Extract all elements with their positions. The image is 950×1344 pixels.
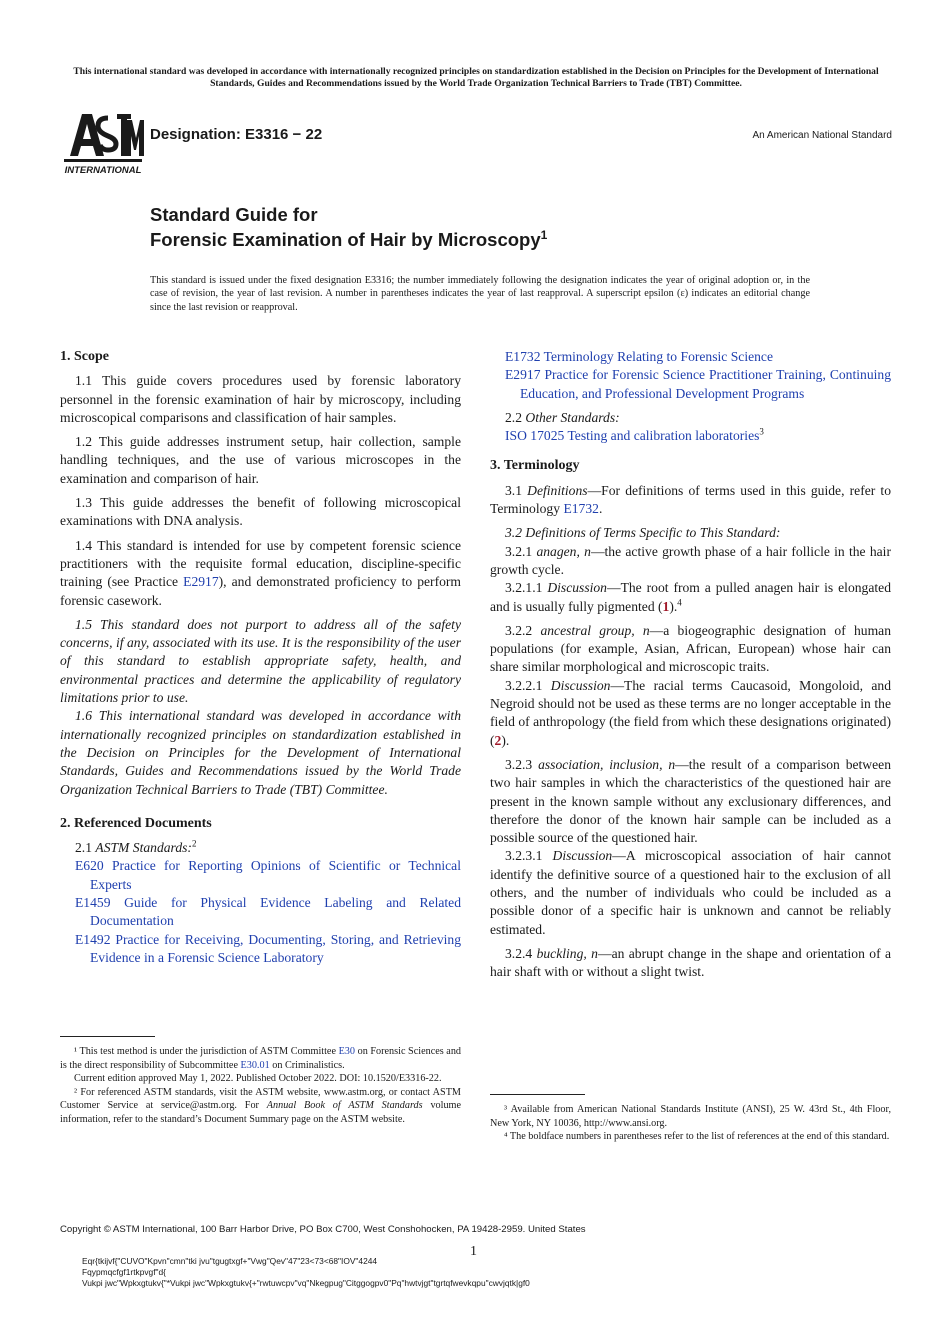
para-3-2-3: 3.2.3 association, inclusion, n—the result of a comparison between two hair samples in which the characteristics of the questioned hair are present in the known sample without any exclusionary differences, and therefore the donor of the known hair sample can be included as a possible source of the questioned hair. (490, 756, 891, 846)
para-3-2-3-1: 3.2.3.1 Discussion—A microscopical association of hair cannot identify the definitive source of a questioned hair to the exclusion of all others, and the number of individuals who could be included as a possible donor of a specific hair is unknown and cannot be reliably estimated. (490, 848, 892, 937)
link-e30-01[interactable]: E30.01 (240, 1059, 270, 1071)
para-1-2: 1.2 This guide addresses instrument setup, hair collection, sample handling techniques, and the use of various microscopes in the examination and comparison of hair. (60, 434, 461, 486)
para-1-4: 1.4 This standard is intended for use by competent forensic science practitioners with the requisite formal education, discipline-specific training (see Practice E2917), and demonstrated proficiency to perform forensic casework. (60, 537, 461, 608)
ref-e1459[interactable]: E1459 Guide for Physical Evidence Labeling and Related Documentation (75, 895, 461, 929)
para-1-6: 1.6 This international standard was developed in accordance with internationally recognized principles on standardization established in the Decision on Principles for the Development of International Standards, Guides and Recommendations issued by the World Trade Organization Technical Barriers to Trade (TBT) Committee. (60, 708, 461, 797)
para-3-2-1: 3.2.1 anagen, n—the active growth phase of a hair follicle in the hair growth cycle. (490, 543, 891, 577)
reference-2[interactable]: 2 (494, 732, 502, 748)
ref-e2917[interactable]: E2917 Practice for Forensic Science Practitioner Training, Continuing Education, and Professional Development Programs (505, 367, 891, 401)
para-2-1: 2.1 ASTM Standards:$^2$ (75, 838, 197, 856)
title-line-1: Standard Guide for (150, 204, 318, 225)
left-column (60, 348, 461, 967)
ref-e1492[interactable]: E1492 Practice for Receiving, Documenting, Storing, and Retrieving Evidence in a Forensic Science Laboratory (75, 931, 461, 965)
footnote-rule-right (490, 1094, 585, 1095)
ref-e620[interactable]: E620 Practice for Reporting Opinions of Scientific or Technical Experts (75, 858, 461, 892)
para-3-2-2: 3.2.2 ancestral group, n—a biogeographic designation of human populations (for example, Asian, African, European) whose hair can share similar morphological and microscopic traits. (490, 622, 891, 675)
link-e30[interactable]: E30 (338, 1046, 355, 1057)
license-line-2: Fqypmqcfgf1rtkpvgf"d{ (82, 1267, 166, 1277)
link-e1732[interactable]: E1732 (563, 501, 599, 517)
footnote-3: ³ Available from American National Standards Institute (ANSI), 25 W. 43rd St., 4th Floor, New York, NY 10036, http://www.ansi.org. (490, 1104, 891, 1129)
footnote-2: ² For referenced ASTM standards, visit the ASTM website, www.astm.org, or contact ASTM Customer Service at service@astm.org. For Annual Book of ASTM Standards volume information, refer to the standard’s Document Summary page on the ASTM website. (60, 1086, 461, 1125)
page-number: 1 (470, 1244, 477, 1259)
link-e2917[interactable]: E2917 (183, 574, 219, 590)
astm-logo (62, 110, 144, 178)
american-national-standard: An American National Standard (752, 130, 892, 141)
title-footnote-marker: 1 (540, 228, 548, 242)
ref-iso-17025[interactable]: ISO 17025 Testing and calibration laboratories$^3$ (505, 426, 764, 444)
copyright-notice: Copyright © ASTM International, 100 Barr Harbor Drive, PO Box C700, West Conshohocken, PA 19428-2959. United States (60, 1224, 586, 1235)
footnote-1: ¹ This test method is under the jurisdiction of ASTM Committee E30 on Forensic Sciences and is the direct responsibility of Subcommittee E30.01 on Criminalistics. (60, 1046, 462, 1071)
right-column (490, 348, 891, 988)
para-1-5: 1.5 This standard does not purport to address all of the safety concerns, if any, associated with its use. It is the responsibility of the user of this standard to establish appropriate safety, health, and environmental practices and determine the applicability of regulatory limitations prior to use. (60, 616, 461, 706)
section-heading-referenced-documents: 2. Referenced Documents (60, 815, 212, 831)
para-1-3: 1.3 This guide addresses the benefit of following microscopical examinations with DNA analysis. (60, 495, 461, 529)
section-heading-terminology: 3. Terminology (490, 458, 580, 474)
footnote-1-edition: Current edition approved May 1, 2022. Published October 2022. DOI: 10.1520/E3316-22. (74, 1073, 442, 1085)
para-3-2: 3.2 Definitions of Terms Specific to This Standard: (505, 525, 781, 541)
reference-1[interactable]: 1 (662, 598, 670, 614)
logo-text: INTERNATIONAL (64, 165, 142, 176)
para-3-2-1-1: 3.2.1.1 Discussion—The root from a pulled anagen hair is elongated and is usually fully pigmented (1).$^4$ (490, 580, 891, 614)
para-3-2-2-1: 3.2.2.1 Discussion—The racial terms Caucasoid, Mongoloid, and Negroid should not be used as these terms are no longer acceptable in the field of anthropology (the field from which these designations originated) (2). (490, 677, 892, 748)
designation: Designation: E3316 − 22 (150, 126, 323, 143)
title-main: Forensic Examination of Hair by Microscopy (150, 229, 541, 251)
para-2-2: 2.2 Other Standards: (505, 409, 620, 425)
para-3-2-4: 3.2.4 buckling, n—an abrupt change in the shape and orientation of a hair shaft with or without a slight twist. (490, 945, 892, 980)
license-line-3: Vukpi jwc"Wpkxgtukv{"*Vukpi jwc"Wpkxgtukv{+"rwtuwcpv"vq"Nkegpug"Citggogpv0"Pq"hwtvjgt"tgrtqfwevkqpu"cwvjqtk|gf0 (82, 1278, 530, 1288)
section-heading-scope: 1. Scope (60, 349, 109, 364)
para-3-1: 3.1 Definitions—For definitions of terms used in this guide, refer to Terminology E1732. (490, 482, 891, 517)
footnote-rule-left (60, 1036, 155, 1037)
tbt-banner: This international standard was developed in accordance with internationally recognized principles on standardization established in the Decision on Principles for the Development of International Standards, Guides and Recommendations issued by the World Trade Organization Technical Barriers to Trade (TBT) Committee. (73, 66, 879, 89)
ref-e1732[interactable]: E1732 Terminology Relating to Forensic Science (505, 349, 773, 364)
license-line-1: Eqr{tkijvf{"CUVO"Kpvn"cmn"tki jvu"tgugtxgf+"Vwg"Qev"47"23<73<68"IOV"4244 (82, 1256, 378, 1266)
footnotes-right (490, 1103, 891, 1144)
footnotes-left (60, 1045, 461, 1127)
para-1-1: 1.1 This guide covers procedures used by forensic laboratory personnel in the forensic examination of hair by microscopy, including microscopical comparisons and classification of hair samples. (60, 373, 461, 425)
footnote-4: ⁴ The boldface numbers in parentheses refer to the list of references at the end of this standard. (504, 1131, 890, 1143)
issuance-note: This standard is issued under the fixed designation E3316; the number immediately following the designation indicates the year of original adoption or, in the case of revision, the year of last revision. A number in parentheses indicates the year of last reapproval. A superscript epsilon (ε) indicates an editorial change since the last revision or reapproval. (150, 275, 810, 313)
title-line-2 (150, 228, 547, 251)
